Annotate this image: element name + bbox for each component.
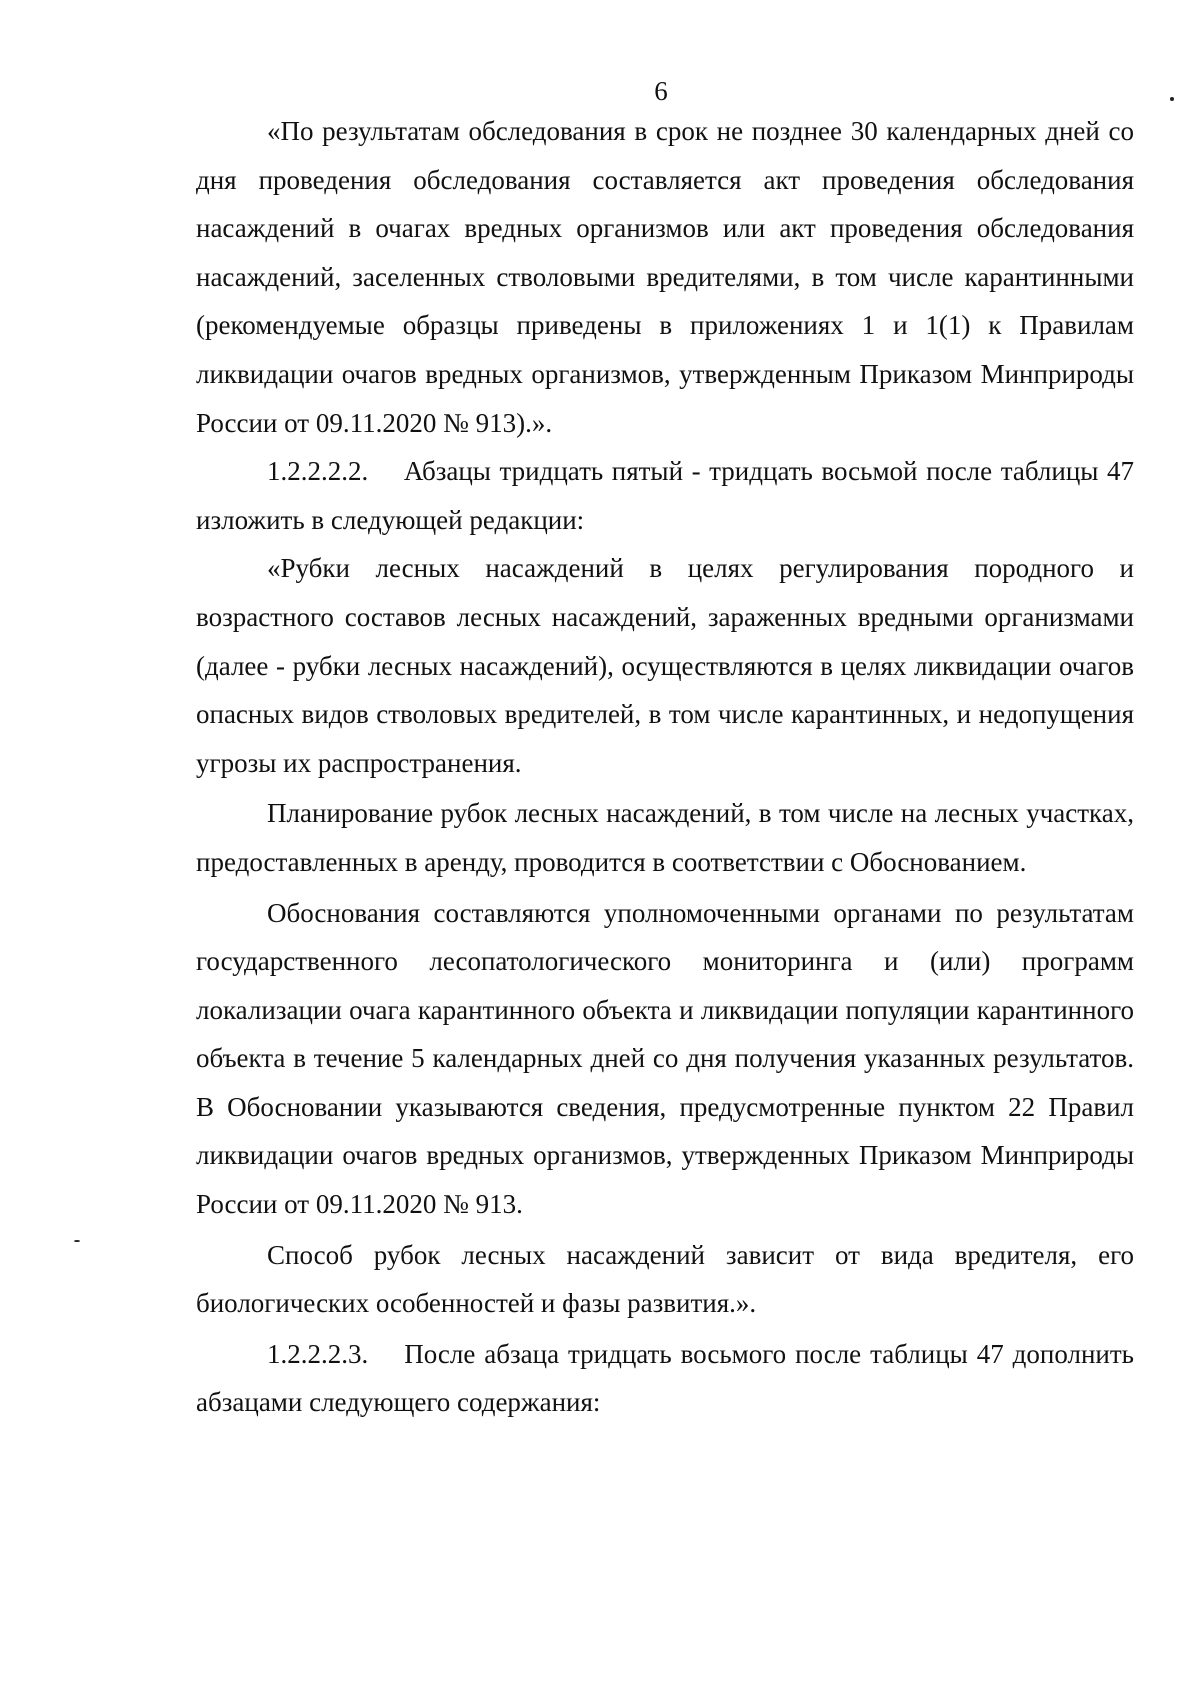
scan-speck [74, 1240, 80, 1242]
page-number: 6 [654, 76, 668, 106]
paragraph-felling-purpose: «Рубки лесных насаждений в целях регулирования породного и возрастного составов лесных насаждений, зараженных вредными организмами (далее - рубки лесных насаждений), осуществляются в целях ликвидации очагов опасных видов стволовых вредителей, в том числе карантинных, и недопущения угрозы их распространения. [196, 553, 1134, 778]
paragraph-felling-method: Способ рубок лесных насаждений зависит от вида вредителя, его биологических особенностей и фазы развития.». [196, 1239, 1134, 1319]
paragraph-survey-act: «По результатам обследования в срок не позднее 30 календарных дней со дня проведения обследования составляется акт проведения обследования насаждений в очагах вредных организмов или акт проведения обследования насаждений, заселенных стволовыми вредителями, в том числе карантинными (рекомендуемые образцы приведены в приложениях 1 и 1(1) к Правилам ликвидации очагов вредных организмов, утвержденным Приказом Минприроды России от 09.11.2020 № 913).». [196, 116, 1134, 438]
paragraph-felling-planning: Планирование рубок лесных насаждений, в том числе на лесных участках, предоставленных в аренду, проводится в соответствии с Обоснованием. [196, 798, 1134, 877]
paragraph-justifications: Обоснования составляются уполномоченными органами по результатам государственного лесопатологического мониторинга и (или) программ локализации очага карантинного объекта и ликвидации популяции карантинного объекта в течение 5 календарных дней со дня получения указанных результатов. В Обосновании указываются сведения, предусмотренные пунктом 22 Правил ликвидации очагов вредных организмов, утвержденных Приказом Минприроды России от 09.11.2020 № 913. [196, 897, 1134, 1220]
document-body [196, 107, 1134, 1427]
paragraph-item-1-2-2-2-3: 1.2.2.2.3. После абзаца тридцать восьмого после таблицы 47 дополнить абзацами следующего содержания: [196, 1338, 1134, 1418]
paragraph-item-1-2-2-2-2: 1.2.2.2.2. Абзацы тридцать пятый - тридцать восьмой после таблицы 47 изложить в следующей редакции: [196, 456, 1134, 535]
scan-speck [1170, 97, 1174, 101]
